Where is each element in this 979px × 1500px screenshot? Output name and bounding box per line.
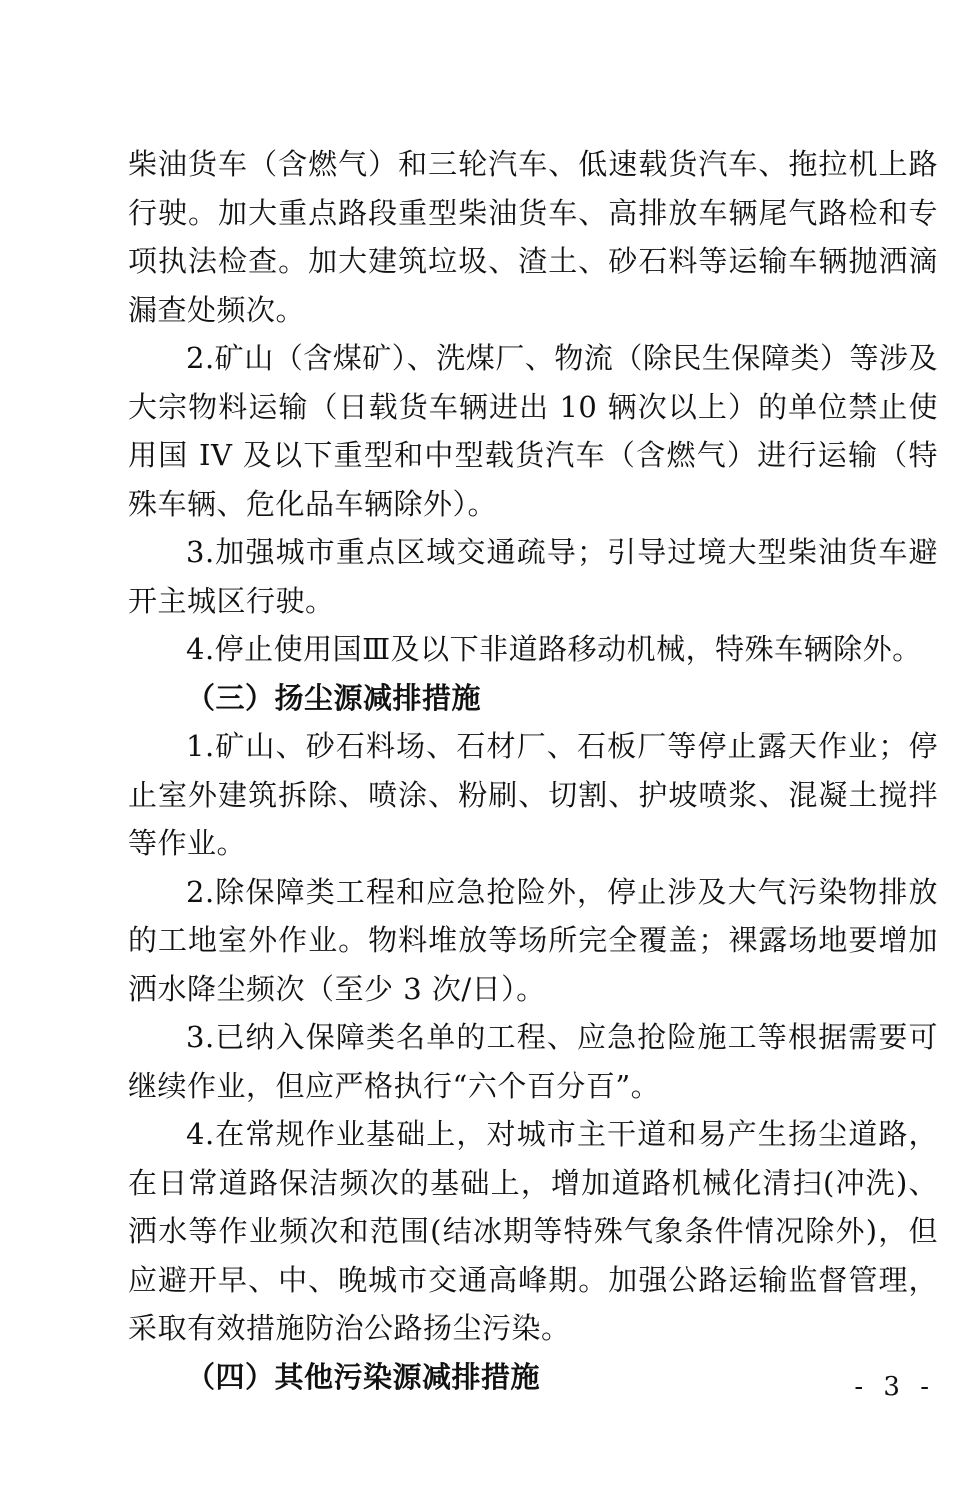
paragraph-guaranteed-projects: 3.已纳入保障类名单的工程、应急抢险施工等根据需要可继续作业，但应严格执行“六个百分百”。 bbox=[128, 1020, 938, 1103]
paragraph-vehicle-ban: 柴油货车（含燃气）和三轮汽车、低速载货汽车、拖拉机上路行驶。加大重点路段重型柴油货车、高排放车辆尾气路检和专项执法检查。加大建筑垃圾、渣土、砂石料等运输车辆抛洒滴漏查处频次。 bbox=[128, 147, 938, 327]
document-body bbox=[128, 140, 938, 1401]
paragraph-traffic-guidance: 3.加强城市重点区域交通疏导；引导过境大型柴油货车避开主城区行驶。 bbox=[128, 535, 938, 618]
paragraph-road-cleaning: 4.在常规作业基础上，对城市主干道和易产生扬尘道路，在日常道路保洁频次的基础上，增加道路机械化清扫(冲洗)、洒水等作业频次和范围(结冰期等特殊气象条件情况除外)，但应避开早、中、晚城市交通高峰期。加强公路运输监督管理，采取有效措施防治公路扬尘污染。 bbox=[128, 1117, 938, 1345]
page-number: - 3 - bbox=[854, 1372, 935, 1402]
paragraph-mining-stop: 1.矿山、砂石料场、石材厂、石板厂等停止露天作业；停止室外建筑拆除、喷涂、粉刷、切割、护坡喷浆、混凝土搅拌等作业。 bbox=[128, 729, 938, 860]
paragraph-bulk-transport: 2.矿山（含煤矿）、洗煤厂、物流（除民生保障类）等涉及大宗物料运输（日载货车辆进出 10 辆次以上）的单位禁止使用国 IV 及以下重型和中型载货汽车（含燃气）进行运输（特殊车辆、危化品车辆除外）。 bbox=[128, 341, 938, 521]
paragraph-nonroad-machinery: 4.停止使用国Ⅲ及以下非道路移动机械，特殊车辆除外。 bbox=[186, 632, 922, 666]
paragraph-construction-stop: 2.除保障类工程和应急抢险外，停止涉及大气污染物排放的工地室外作业。物料堆放等场所完全覆盖；裸露场地要增加洒水降尘频次（至少 3 次/日）。 bbox=[128, 874, 938, 1006]
section-heading-other: （四）其他污染源减排措施 bbox=[186, 1359, 541, 1394]
section-heading-dust: （三）扬尘源减排措施 bbox=[186, 680, 482, 715]
